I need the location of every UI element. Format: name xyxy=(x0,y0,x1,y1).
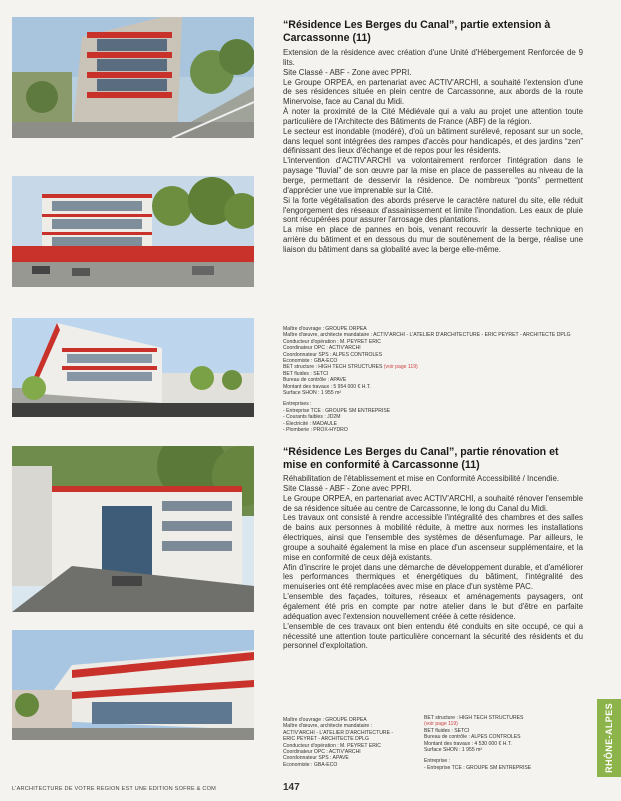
credit-line: Montant des travaux : 5 954 000 € H.T. xyxy=(283,383,371,390)
photo-renovation-facade xyxy=(12,630,254,740)
credit-line: BET structure : HIGH TECH STRUCTURES xyxy=(424,715,524,721)
photo-extension-facade xyxy=(12,176,254,287)
section2-paragraph: Afin d'inscrire le projet dans une démarche de développement durable, et d'améliorer les performances thermiques et énergétiques du bâtiment, l'intégralité des menuiseries ont été remplacées avec mise en place d'un système PAC. xyxy=(283,562,583,592)
credit-line: BET fluides : SETCI xyxy=(424,727,470,734)
section1-paragraph: L'intervention d'ACTIV'ARCHI va volontairement renforcer l'intégration dans le paysage “fluvial” de son œuvre par la mise en place de passerelles au niveau de la berge, permettant de desservir la résidence. De nombreux “ponts” permettent d'apprécier une vue imprenable sur la Cité. xyxy=(283,156,583,195)
credit-text: BET structure : HIGH TECH STRUCTURES xyxy=(283,364,383,371)
credit-line: Economiste : GBA-ECO xyxy=(283,761,338,768)
credit-line: ACTIV'ARCHI - L'ATELIER D'ARCHITECTURE - xyxy=(283,729,394,736)
credit-line: Montant des travaux : 4 530 000 € H.T. xyxy=(424,740,512,747)
credit-line: Conducteur d'opération : M. PEYRET ERIC xyxy=(283,742,381,749)
entreprise-line: - Courants faibles : JD2M xyxy=(283,414,341,421)
credit-line: Coordonnateur SPS : APAVE xyxy=(283,755,349,762)
section2-credits-right xyxy=(424,715,531,771)
credit-line: ERIC PEYRET - ARCHITECTE DPLG xyxy=(283,736,369,743)
credit-line: BET fluides : SETCI xyxy=(283,370,329,377)
credit-line: Coordinateur OPC : ACTIV'ARCHI xyxy=(283,345,361,352)
section1-paragraph: À noter la proximité de la Cité Médiévale qui a valu au projet une attention toute particulière de l'Architecte des Bâtiments de France (ABF) de la région. xyxy=(283,107,583,126)
credit-line: Surface SHON : 1 955 m² xyxy=(283,390,342,397)
credit-line: Coordonnateur SPS : ALPES CONTROLES xyxy=(283,351,383,358)
section2-body xyxy=(283,474,583,651)
section2-paragraph: Réhabilitation de l'établissement et mise en Conformité Accessibilité / Incendie. xyxy=(283,474,560,483)
section1-paragraph: Extension de la résidence avec création d'une Unité d'Hébergement Renforcée de 9 lits. xyxy=(283,48,583,67)
section1-credits xyxy=(283,326,571,434)
section2-credits-left xyxy=(283,717,393,768)
page-reference-link[interactable]: (voir page 119) xyxy=(383,364,418,371)
credit-line: Coordinateur OPC : ACTIV'ARCHI xyxy=(283,749,361,756)
entreprise-line: - Entreprise TCE : GROUPE SM ENTREPRISE xyxy=(424,764,532,771)
photo-extension-rendering xyxy=(12,318,254,417)
section1-paragraph: Site Classé - ABF - Zone avec PPRI. xyxy=(283,67,412,77)
credit-line: Maître d'œuvre, architecte mandataire : xyxy=(283,723,373,730)
credit-line: Maître d'œuvre, architecte mandataire : ACTIV'ARCHI - L'ATELIER D'ARCHITECTURE - ERIC PEYRET - ARCHITECTE DPLG xyxy=(283,332,571,339)
credit-line: Maître d'ouvrage : GROUPE ORPEA xyxy=(283,717,367,723)
entreprise-line: - Entreprise TCE : GROUPE SM ENTREPRISE xyxy=(283,407,391,414)
photo-extension-street-view xyxy=(12,17,254,138)
section1-paragraph: Le Groupe ORPEA, en partenariat avec ACTIV'ARCHI, a souhaité l'extension d'une de ses résidences située en plein centre de Carcassonne, aux abords de la route Minervoise, face au Canal du Midi. xyxy=(283,77,583,107)
section2-paragraph: Les travaux ont consisté à rendre accessible l'intégralité des chambres et des salles de bains aux personnes à mobilité réduite, à mettre aux normes les installations électriques, ainsi que l'ensemble des systèmes de désenfumage. Par ailleurs, le groupe a souhaité également la mise en place d'un ascenseur supplémentaire, et la mise en conformité de ceux déjà existants. xyxy=(283,513,583,562)
page-number: 147 xyxy=(283,782,300,793)
entreprises-label: Entreprises : xyxy=(283,401,312,408)
section2-title: “Résidence Les Berges du Canal”, partie rénovation et mise en conformité à Carcassonne (11) xyxy=(283,446,559,471)
entreprise-line: - Électricité : MADAULE xyxy=(283,420,338,427)
section1-paragraph: Si la forte végétalisation des abords préserve le caractère naturel du site, elle réduit l'engorgement des réseaux d'assainissement et limite l'inondation. Les eaux de pluie sont récupérées pour assurer l'arrosage des plantations. xyxy=(283,195,583,225)
section1-paragraph: Le secteur est inondable (modéré), d'où un bâtiment surélevé, reposant sur un socle, dans lequel sont intégrées des rampes d'accès pour handicapés, et des jardins “zen” définissant des lieux d'échange et de repos pour les résidents. xyxy=(283,126,583,156)
credit-line: Bureau de contrôle : APAVE xyxy=(283,377,347,384)
footer-publisher: L'ARCHITECTURE DE VOTRE REGION EST UNE EDITION SOFRE & COM xyxy=(12,786,217,792)
credit-line: Economiste : GBA-ECO xyxy=(283,358,338,365)
region-tab[interactable] xyxy=(597,699,621,777)
credit-line: Surface SHON : 1 955 m² xyxy=(424,747,483,754)
section2-paragraph: L'ensemble de ces travaux ont bien entendu été conduits en site occupé, ce qui a nécessité une attention toute particulière concernant la sécurité des résidents et du personnel d'exploitation. xyxy=(283,621,583,651)
section2-paragraph: L'ensemble des façades, toitures, réseaux et aménagements paysagers, ont également été pris en compte par notre atelier dans le but d'être en parfaite adéquation avec l'extension nouvellement créée à cette résidence. xyxy=(283,592,583,621)
entreprise-line: - Plomberie : PROX-HYDRO xyxy=(283,427,348,434)
credit-line: Maître d'ouvrage : GROUPE ORPEA xyxy=(283,326,367,332)
section2-paragraph: Site Classé - ABF - Zone avec PPRI. xyxy=(283,483,412,493)
credit-line: Conducteur d'opération : M. PEYRET ERIC xyxy=(283,338,381,345)
section2-paragraph: Le Groupe ORPEA, en partenariat avec ACTIV'ARCHI, a souhaité rénover l'ensemble de sa résidence située au centre de Carcassonne, le long du Canal du Midi. xyxy=(283,493,583,513)
section1-paragraph: La mise en place de pannes en bois, venant recouvrir la desserte technique en arrière du bâtiment et en dessous du mur de soutènement de la berge, réalise une liaison du bâtiment dans sa globalité avec la berge elle-même. xyxy=(283,225,583,254)
section1-title: “Résidence Les Berges du Canal”, partie extension à Carcassonne (11) xyxy=(283,19,551,44)
page-reference-link[interactable]: (voir page 119) xyxy=(424,721,458,728)
region-tab-label: RHÔNE-ALPES xyxy=(604,703,614,773)
photo-renovation-entrance xyxy=(12,446,254,612)
credit-line: Bureau de contrôle : ALPES CONTROLES xyxy=(424,734,521,741)
section1-body xyxy=(283,48,583,255)
entreprises-label: Entreprise : xyxy=(424,758,451,765)
